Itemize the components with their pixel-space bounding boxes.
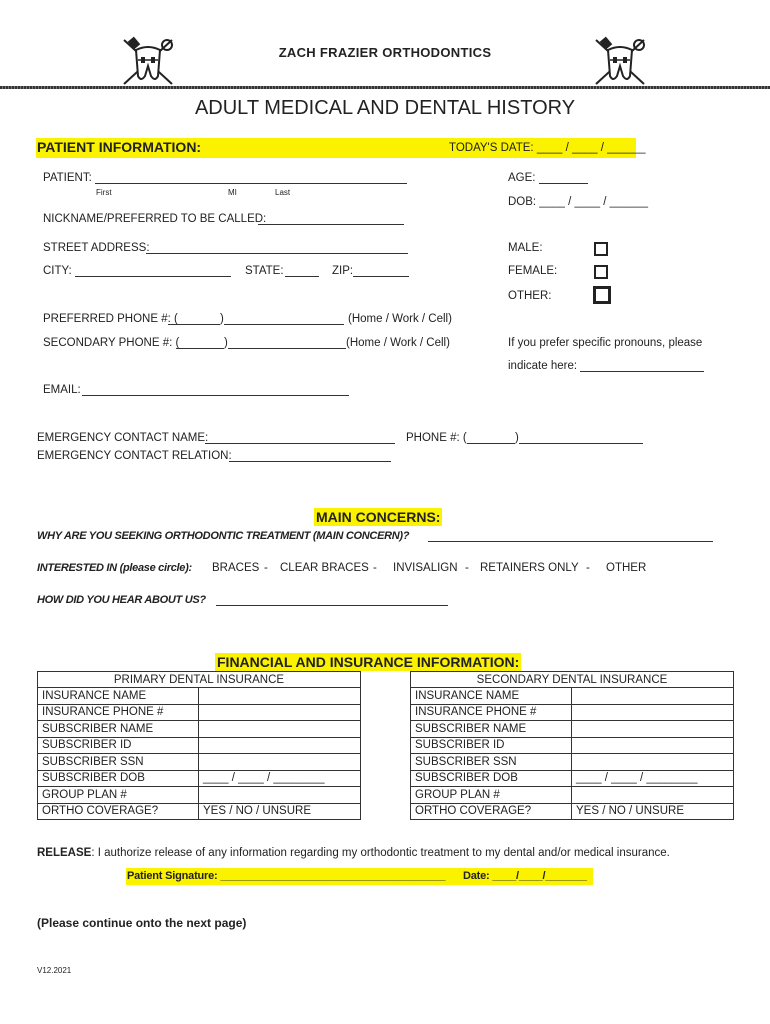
option-clear-braces[interactable]: CLEAR BRACES xyxy=(280,562,369,574)
signature-row xyxy=(126,868,593,885)
primary-subscriber-name-field[interactable] xyxy=(199,721,361,738)
emergency-phone-area-field[interactable] xyxy=(467,433,515,444)
other-label: OTHER: xyxy=(508,290,552,302)
first-name-caption: First xyxy=(96,188,112,197)
nickname-field[interactable] xyxy=(258,214,404,225)
secondary-insurance-name-field[interactable] xyxy=(572,688,734,705)
secondary-phone-label: SECONDARY PHONE #: ( xyxy=(43,337,180,349)
primary-row-label: SUBSCRIBER ID xyxy=(38,737,199,754)
secondary-row-label: ORTHO COVERAGE? xyxy=(411,803,572,820)
patient-label: PATIENT: xyxy=(43,172,92,184)
emergency-relation-label: EMERGENCY CONTACT RELATION: xyxy=(37,450,232,462)
form-title: ADULT MEDICAL AND DENTAL HISTORY xyxy=(194,97,576,119)
secondary-insurance-phone-field[interactable] xyxy=(572,704,734,721)
secondary-phone-type: (Home / Work / Cell) xyxy=(346,337,450,349)
age-label: AGE: xyxy=(508,172,536,184)
last-name-caption: Last xyxy=(275,188,291,197)
primary-insurance-name-field[interactable] xyxy=(199,688,361,705)
release-text: : I authorize release of any information regarding my orthodontic treatment to my dental and/or medical insurance. xyxy=(91,847,670,859)
continue-note: (Please continue onto the next page) xyxy=(37,916,247,930)
primary-row-label: ORTHO COVERAGE? xyxy=(38,803,199,820)
dob-field[interactable]: DOB: ____ / ____ / ______ xyxy=(508,196,649,208)
todays-date-field[interactable]: TODAY'S DATE: ____ / ____ / ______ xyxy=(449,142,646,154)
email-label: EMAIL: xyxy=(43,384,81,396)
option-invisalign[interactable]: INVISALIGN xyxy=(393,562,458,574)
release-label: RELEASE xyxy=(37,847,92,859)
secondary-insurance-table xyxy=(410,671,734,820)
primary-row-label: SUBSCRIBER SSN xyxy=(38,754,199,771)
female-checkbox[interactable] xyxy=(594,265,608,279)
financial-heading: FINANCIAL AND INSURANCE INFORMATION: xyxy=(217,654,520,670)
primary-insurance-title: PRIMARY DENTAL INSURANCE xyxy=(38,672,361,688)
preferred-phone-label: PREFERRED PHONE #: ( xyxy=(43,313,178,325)
primary-row-label: SUBSCRIBER NAME xyxy=(38,721,199,738)
secondary-subscriber-dob-field[interactable]: ____ / ____ / ________ xyxy=(572,770,734,787)
zip-field[interactable] xyxy=(353,266,409,277)
street-field[interactable] xyxy=(146,243,408,254)
pronouns-text: If you prefer specific pronouns, please xyxy=(508,337,703,349)
secondary-row-label: INSURANCE NAME xyxy=(411,688,572,705)
mi-caption: MI xyxy=(228,188,237,197)
male-checkbox[interactable] xyxy=(594,242,608,256)
street-label: STREET ADDRESS: xyxy=(43,242,150,254)
age-field[interactable] xyxy=(539,173,588,184)
why-seeking-field[interactable] xyxy=(428,531,713,542)
email-field[interactable] xyxy=(82,385,349,396)
version-label: V12.2021 xyxy=(37,966,72,975)
main-concerns-heading: MAIN CONCERNS: xyxy=(316,509,441,525)
zip-label: ZIP: xyxy=(332,265,354,277)
state-label: STATE: xyxy=(245,265,284,277)
secondary-phone-area-field[interactable] xyxy=(176,338,224,349)
preferred-phone-area-field[interactable] xyxy=(168,314,220,325)
nickname-label: NICKNAME/PREFERRED TO BE CALLED: xyxy=(43,213,267,225)
primary-subscriber-id-field[interactable] xyxy=(199,737,361,754)
other-checkbox[interactable] xyxy=(593,286,611,304)
primary-subscriber-ssn-field[interactable] xyxy=(199,754,361,771)
primary-row-label: INSURANCE PHONE # xyxy=(38,704,199,721)
hear-about-field[interactable] xyxy=(216,595,448,606)
tooth-logo-left-icon xyxy=(120,36,176,86)
option-other[interactable]: OTHER xyxy=(606,562,647,574)
secondary-row-label: SUBSCRIBER SSN xyxy=(411,754,572,771)
practice-name: ZACH FRAZIER ORTHODONTICS xyxy=(278,45,492,60)
secondary-row-label: GROUP PLAN # xyxy=(411,787,572,804)
primary-subscriber-dob-field[interactable]: ____ / ____ / ________ xyxy=(199,770,361,787)
secondary-subscriber-ssn-field[interactable] xyxy=(572,754,734,771)
secondary-row-label: SUBSCRIBER DOB xyxy=(411,770,572,787)
primary-group-plan-field[interactable] xyxy=(199,787,361,804)
secondary-phone-number-field[interactable] xyxy=(228,338,346,349)
primary-row-label: GROUP PLAN # xyxy=(38,787,199,804)
emergency-relation-field[interactable] xyxy=(229,451,391,462)
secondary-ortho-coverage-field[interactable]: YES / NO / UNSURE xyxy=(572,803,734,820)
city-field[interactable] xyxy=(75,266,231,277)
male-label: MALE: xyxy=(508,242,543,254)
emergency-phone-label: PHONE #: ( xyxy=(406,432,467,444)
option-retainers-only[interactable]: RETAINERS ONLY xyxy=(480,562,579,574)
option-braces[interactable]: BRACES xyxy=(212,562,260,574)
secondary-row-label: INSURANCE PHONE # xyxy=(411,704,572,721)
pronouns-field[interactable] xyxy=(580,361,704,372)
hear-about-label: HOW DID YOU HEAR ABOUT US? xyxy=(37,594,206,606)
female-label: FEMALE: xyxy=(508,265,558,277)
primary-ortho-coverage-field[interactable]: YES / NO / UNSURE xyxy=(199,803,361,820)
primary-row-label: INSURANCE NAME xyxy=(38,688,199,705)
patient-name-field[interactable] xyxy=(95,173,407,184)
primary-insurance-phone-field[interactable] xyxy=(199,704,361,721)
emergency-phone-number-field[interactable] xyxy=(519,433,643,444)
preferred-phone-type: (Home / Work / Cell) xyxy=(348,313,452,325)
tooth-logo-right-icon xyxy=(592,36,648,86)
secondary-subscriber-id-field[interactable] xyxy=(572,737,734,754)
city-label: CITY: xyxy=(43,265,72,277)
secondary-group-plan-field[interactable] xyxy=(572,787,734,804)
secondary-insurance-title: SECONDARY DENTAL INSURANCE xyxy=(411,672,734,688)
release-statement xyxy=(37,847,670,859)
interested-in-label: INTERESTED IN (please circle): xyxy=(37,562,192,574)
primary-insurance-table xyxy=(37,671,361,820)
signature-date-field[interactable]: Date: ____/____/_______ xyxy=(463,870,587,882)
emergency-name-label: EMERGENCY CONTACT NAME: xyxy=(37,432,209,444)
state-field[interactable] xyxy=(285,266,319,277)
secondary-subscriber-name-field[interactable] xyxy=(572,721,734,738)
preferred-phone-number-field[interactable] xyxy=(224,314,344,325)
secondary-row-label: SUBSCRIBER NAME xyxy=(411,721,572,738)
patient-signature-field[interactable]: Patient Signature: ______________________________________ xyxy=(127,870,446,882)
secondary-row-label: SUBSCRIBER ID xyxy=(411,737,572,754)
emergency-name-field[interactable] xyxy=(205,433,395,444)
patient-info-heading: PATIENT INFORMATION: xyxy=(37,139,202,155)
pronouns-label: indicate here: xyxy=(508,360,578,372)
header-divider xyxy=(0,86,770,89)
primary-row-label: SUBSCRIBER DOB xyxy=(38,770,199,787)
why-seeking-label: WHY ARE YOU SEEKING ORTHODONTIC TREATMENT (MAIN CONCERN)? xyxy=(37,530,410,542)
